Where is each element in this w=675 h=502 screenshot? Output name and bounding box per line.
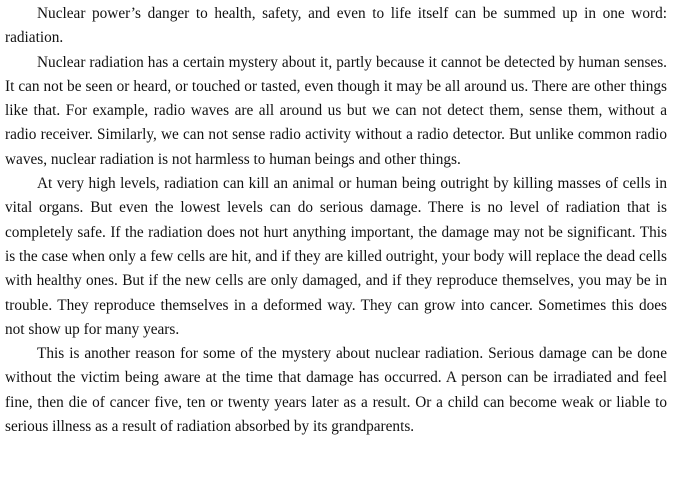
paragraph: This is another reason for some of the mystery about nuclear radiation. Serious damage can be done without the victim being aware at the time that damage has occurred. A person can be irradiated and feel fine, then die of cancer five, ten or twenty years later as a result. Or a child can become weak or liable to serious illness as a result of radiation absorbed by its grandparents. [5, 345, 667, 436]
paragraph: Nuclear radiation has a certain mystery about it, partly because it cannot be detected by human senses. It can not be seen or heard, or touched or tasted, even though it may be all around us. There are other things like that. For example, radio waves are all around us but we can not detect them, sense them, without a radio receiver. Similarly, we can not sense radio activity without a radio detector. But unlike common radio waves, nuclear radiation is not harmless to human beings and other things. [5, 53, 667, 168]
paragraph: Nuclear power’s danger to health, safety, and even to life itself can be summed up in one word: radiation. [5, 5, 667, 47]
paragraph: At very high levels, radiation can kill an animal or human being outright by killing masses of cells in vital organs. But even the lowest levels can do serious damage. There is no level of radiation that is completely safe. If the radiation does not hurt anything important, the damage may not be significant. This is the case when only a few cells are hit, and if they are killed outright, your body will replace the dead cells with healthy ones. But if the new cells are only damaged, and if they reproduce themselves, you may be in trouble. They reproduce themselves in a deformed way. They can grow into cancer. Sometimes this does not show up for many years. [5, 175, 667, 338]
